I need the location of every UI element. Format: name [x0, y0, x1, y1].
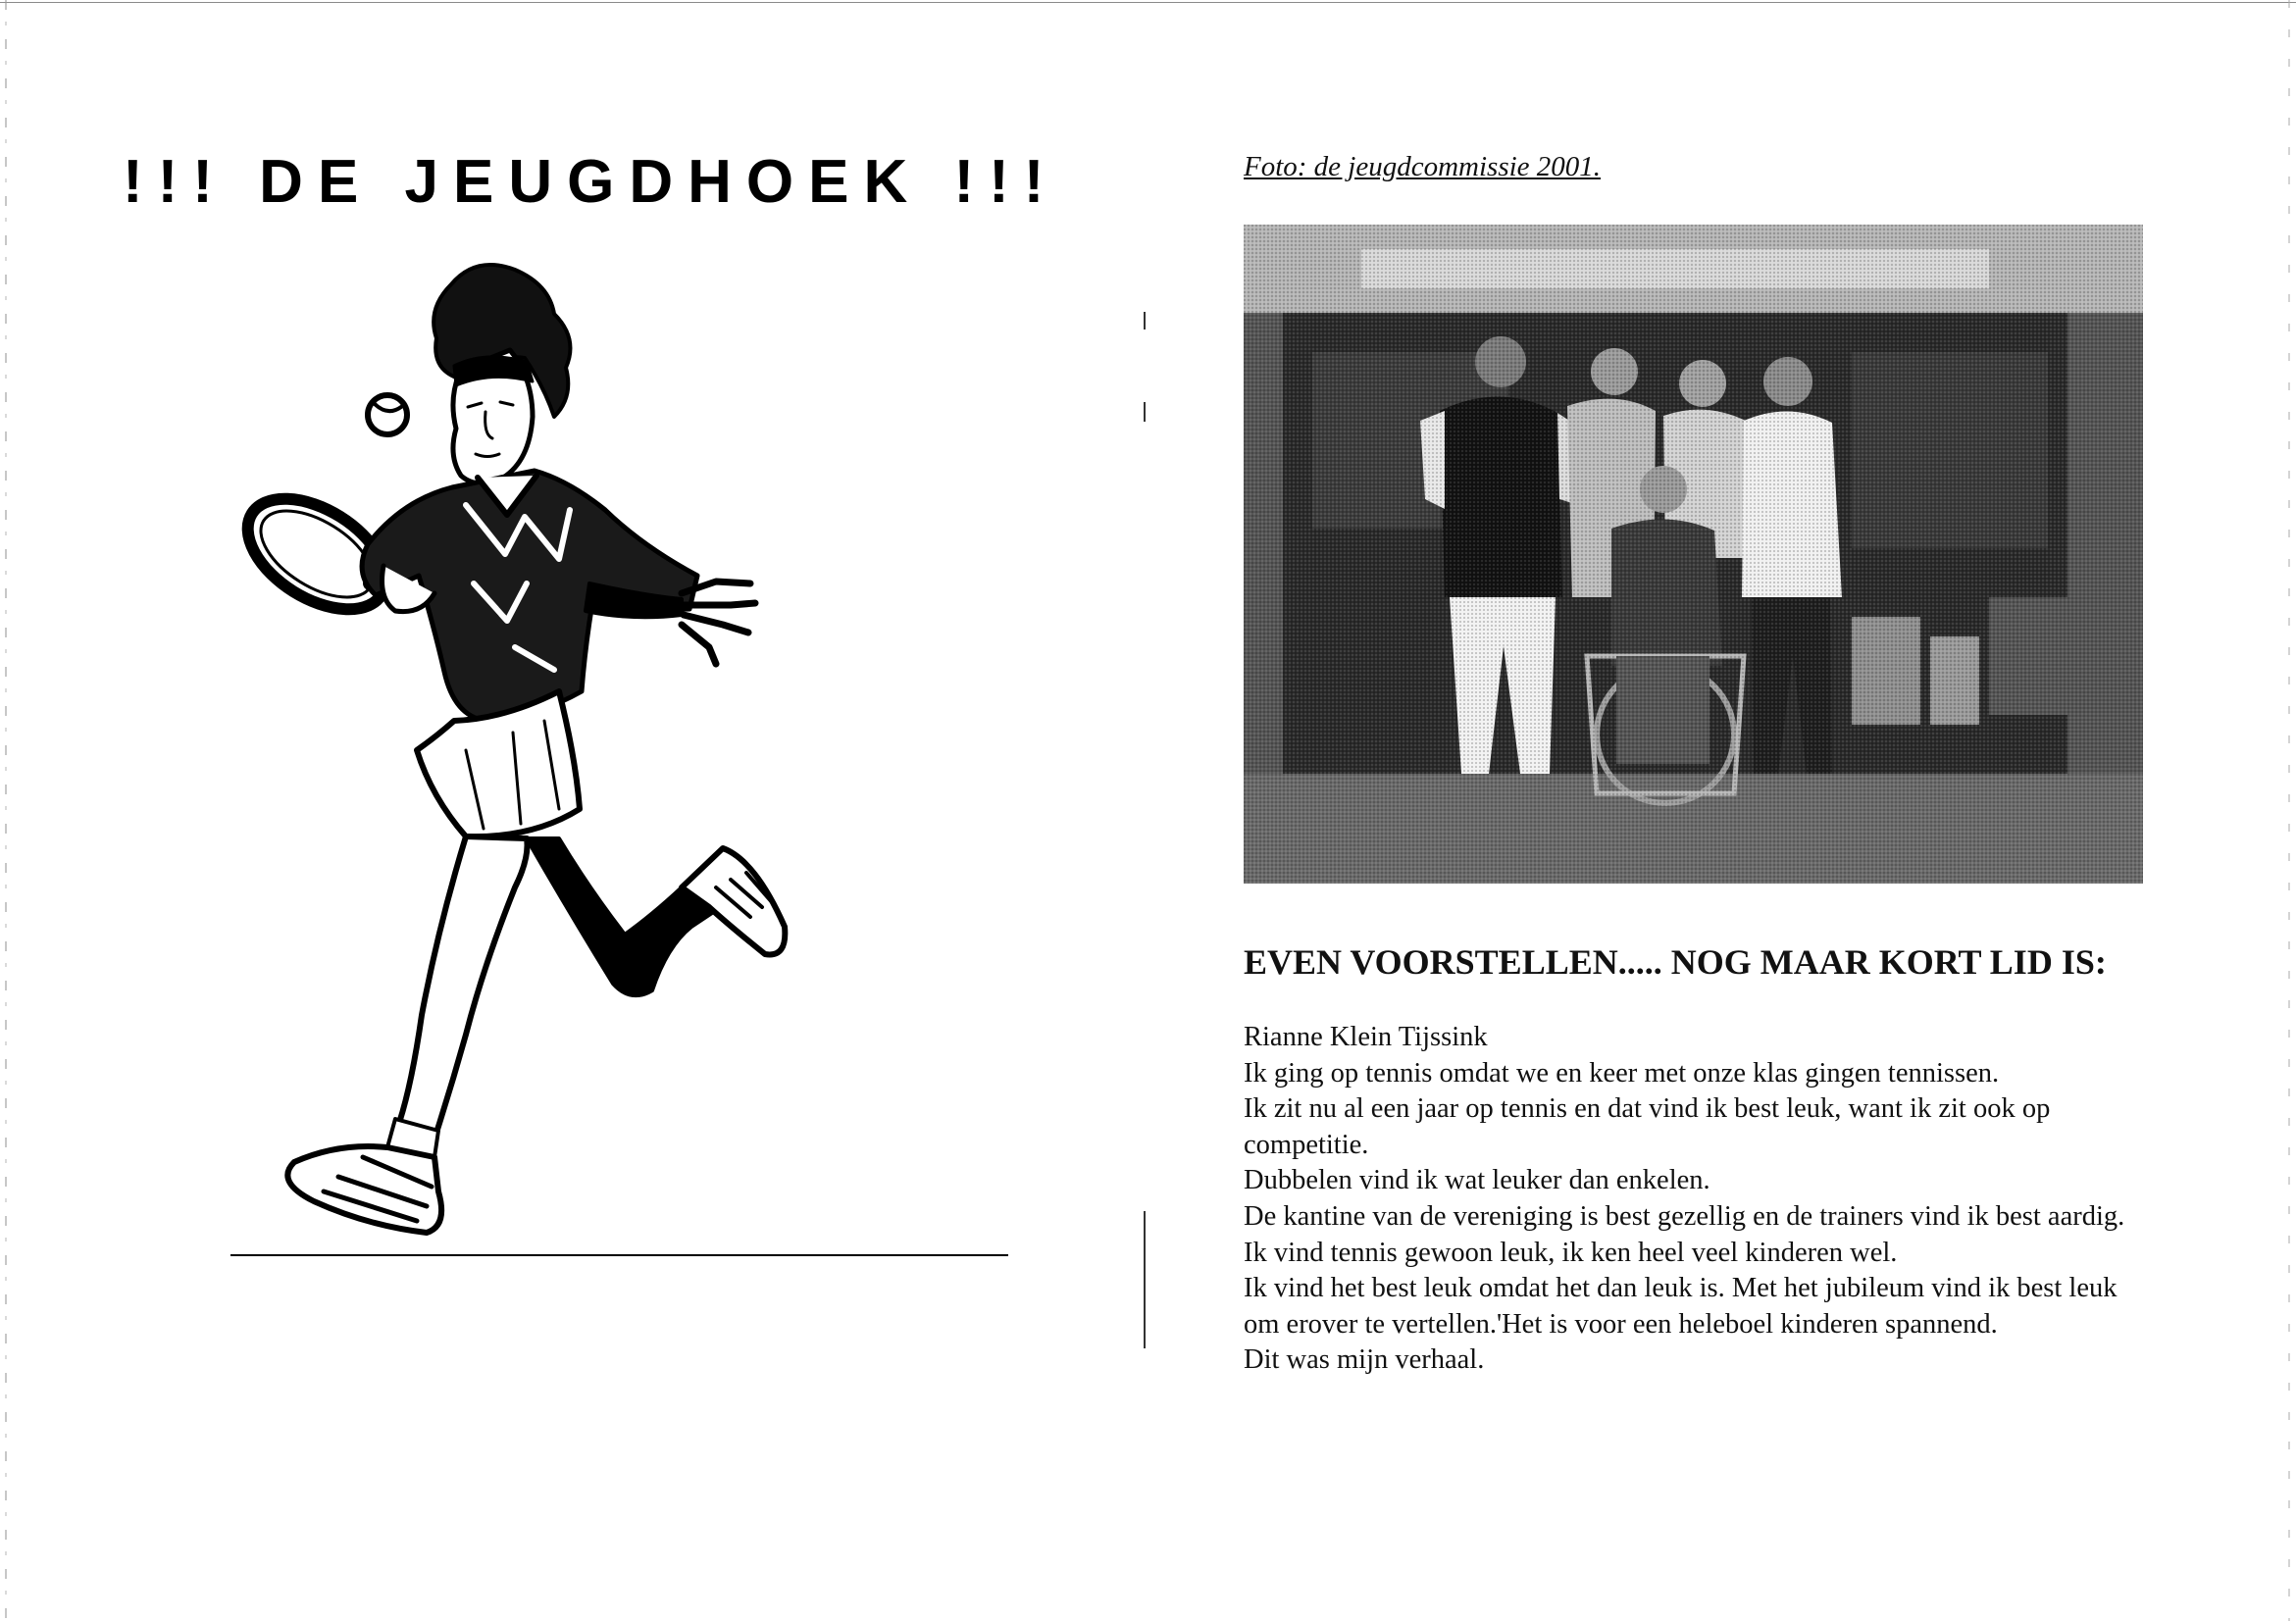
section-heading: EVEN VOORSTELLEN..... NOG MAAR KORT LID IS:: [1244, 942, 2107, 982]
story-line: Rianne Klein Tijssink: [1244, 1022, 1488, 1052]
story-line: Dit was mijn verhaal.: [1244, 1344, 1485, 1376]
ground-line: [230, 1254, 1008, 1256]
story-line: Dubbelen vind ik wat leuker dan enkelen.: [1244, 1165, 1710, 1196]
photo-caption: Foto: de jeugdcommissie 2001.: [1244, 151, 1602, 182]
tennis-player-illustration: [221, 260, 1005, 1250]
group-photo: [1244, 225, 2143, 884]
story-line: Ik ging op tennis omdat we en keer met onze klas gingen tennissen.: [1244, 1057, 2000, 1089]
story-line: Ik vind tennis gewoon leuk, ik ken heel veel kinderen wel.: [1244, 1237, 1898, 1268]
story-line: competitie.: [1244, 1129, 1369, 1160]
group-photo-image: [1244, 225, 2143, 884]
page-title: !!! DE JEUGDHOEK !!!: [123, 148, 1059, 216]
story-line: De kantine van de vereniging is best gezellig en de trainers vind ik best aardig.: [1244, 1200, 2125, 1232]
story-line: Ik zit nu al een jaar op tennis en dat vind ik best leuk, want ik zit ook op: [1244, 1093, 2051, 1125]
story-text: [1244, 1020, 2224, 1379]
story-line: Ik vind het best leuk omdat het dan leuk is. Met het jubileum vind ik best leuk: [1244, 1273, 2117, 1304]
story-line: om erover te vertellen.'Het is voor een heleboel kinderen spannend.: [1244, 1308, 1998, 1340]
